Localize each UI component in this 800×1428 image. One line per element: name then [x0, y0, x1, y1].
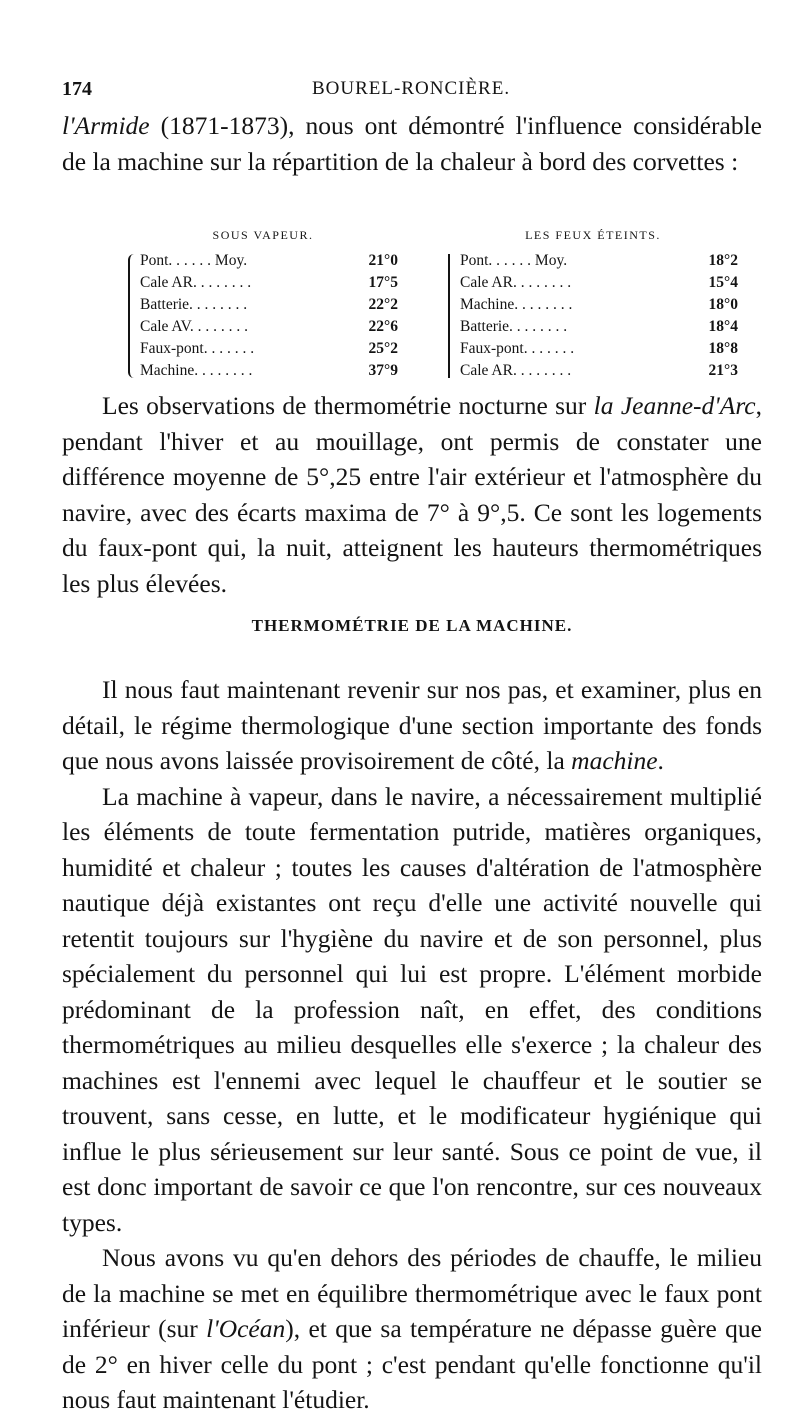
table-row — [140, 272, 398, 294]
table-sous-vapeur — [128, 228, 398, 382]
row-value: 18°2 — [708, 252, 738, 269]
row-value: 37°9 — [368, 362, 398, 379]
section-body — [62, 672, 762, 1418]
page-header — [62, 78, 752, 106]
row-value: 18°8 — [708, 340, 738, 357]
para-text: . — [657, 746, 664, 775]
table-row — [140, 338, 398, 360]
row-label: Machine. . . . . . . . — [140, 362, 253, 379]
page-number: 174 — [62, 78, 92, 100]
table-row — [460, 294, 738, 316]
table-feux-eteints — [448, 228, 738, 382]
table-row — [140, 294, 398, 316]
row-label: Cale AR. . . . . . . . — [460, 362, 572, 379]
row-label: Machine. . . . . . . . — [460, 296, 573, 313]
para-text: , pendant l'hiver et au mouillage, ont permis de constater une différence moyenne de 5°,25 entre l'air extérieur et l'atmosphère du navire, avec des écarts maxima de 7° à 9°,5. Ce sont les logements du faux-pont qui, la nuit, atteignent les hauteurs thermométriques les plus élevées. — [62, 391, 762, 598]
table-row — [460, 316, 738, 338]
paragraph-equilibre — [62, 1240, 762, 1418]
table-row — [460, 250, 738, 272]
table-title: SOUS VAPEUR. — [212, 228, 314, 242]
para-text: Nous avons vu qu'en dehors des périodes de chauffe, le milieu de la machine se met en équilibre thermométrique avec le faux pont inférieur (sur — [62, 1243, 762, 1343]
table-rows — [128, 250, 398, 382]
row-value: 17°5 — [368, 274, 398, 291]
row-value: 18°4 — [708, 318, 738, 335]
temperature-tables — [128, 228, 738, 388]
brace — [128, 254, 136, 378]
table-row — [460, 338, 738, 360]
table-row — [460, 360, 738, 382]
row-label: Pont. . . . . . Moy. — [460, 252, 568, 269]
table-row — [140, 316, 398, 338]
vertical-rule — [448, 254, 450, 378]
paragraph-observations — [62, 388, 762, 601]
ship-name-jeanne-darc: la Jeanne-d'Arc — [593, 391, 756, 420]
table-title: LES FEUX ÉTEINTS. — [525, 228, 661, 242]
row-label: Cale AR. . . . . . . . — [140, 274, 252, 291]
emphasis-machine: machine — [571, 746, 658, 775]
table-row — [140, 360, 398, 382]
intro-text: (1871-1873), nous ont démontré l'influence considérable de la machine sur la répartition de la chaleur à bord des corvettes : — [62, 111, 762, 176]
row-label: Pont. . . . . . Moy. — [140, 252, 248, 269]
row-value: 18°0 — [708, 296, 738, 313]
row-value: 25°2 — [368, 340, 398, 357]
row-value: 22°2 — [368, 296, 398, 313]
row-label: Batterie. . . . . . . . — [140, 296, 248, 313]
para-text: Il nous faut maintenant revenir sur nos pas, et examiner, plus en détail, le régime thermologique d'une section importante des fonds que nous avons laissée provisoirement de côté, la — [62, 675, 762, 775]
row-label: Batterie. . . . . . . . — [460, 318, 568, 335]
row-value: 15°4 — [708, 274, 738, 291]
table-row — [460, 272, 738, 294]
row-value: 21°3 — [708, 362, 738, 379]
row-label: Faux-pont. . . . . . . — [140, 340, 255, 357]
row-value: 22°6 — [368, 318, 398, 335]
row-label: Cale AR. . . . . . . . — [460, 274, 572, 291]
running-head: BOUREL-RONCIÈRE. — [312, 78, 511, 99]
paragraph-machine-a-vapeur: La machine à vapeur, dans le navire, a nécessairement multiplié les éléments de toute fermentation putride, matières organiques, humidité et chaleur ; toutes les causes d'altération de l'atmosphère nautique déjà existantes ont reçu d'elle une activité nouvelle qui retentit toujours sur l'hygiène du navire et de son personnel, plus spécialement du personnel qui lui est propre. L'élément morbide prédominant de la profession naît, en effet, des conditions thermométriques au milieu desquelles elle s'exerce ; la chaleur des machines est l'ennemi avec lequel le chauffeur et le soutier se trouvent, sans cesse, en lutte, et le modificateur hygiénique qui influe le plus sérieusement sur leur santé. Sous ce point de vue, il est donc important de savoir ce que l'on rencontre, sur ces nouveaux types. — [62, 781, 762, 1237]
para-text: Les observations de thermométrie nocturne sur — [102, 391, 594, 420]
para-text: ), et que sa température ne dépasse guère que de 2° en hiver celle du pont ; c'est pendant qu'elle fonctionne qu'il nous faut maintenant l'étudier. — [62, 1314, 762, 1414]
ship-name-ocean: l'Océan — [206, 1314, 286, 1343]
paragraph-intro-machine — [62, 672, 762, 779]
section-title: THERMOMÉTRIE DE LA MACHINE. — [251, 616, 573, 635]
intro-paragraph — [62, 108, 762, 179]
row-label: Cale AV. . . . . . . . — [140, 318, 248, 335]
table-row — [140, 250, 398, 272]
row-label: Faux-pont. . . . . . . — [460, 340, 575, 357]
row-value: 21°0 — [368, 252, 398, 269]
table-rows — [448, 250, 738, 382]
ship-name-armide: l'Armide — [62, 111, 150, 140]
